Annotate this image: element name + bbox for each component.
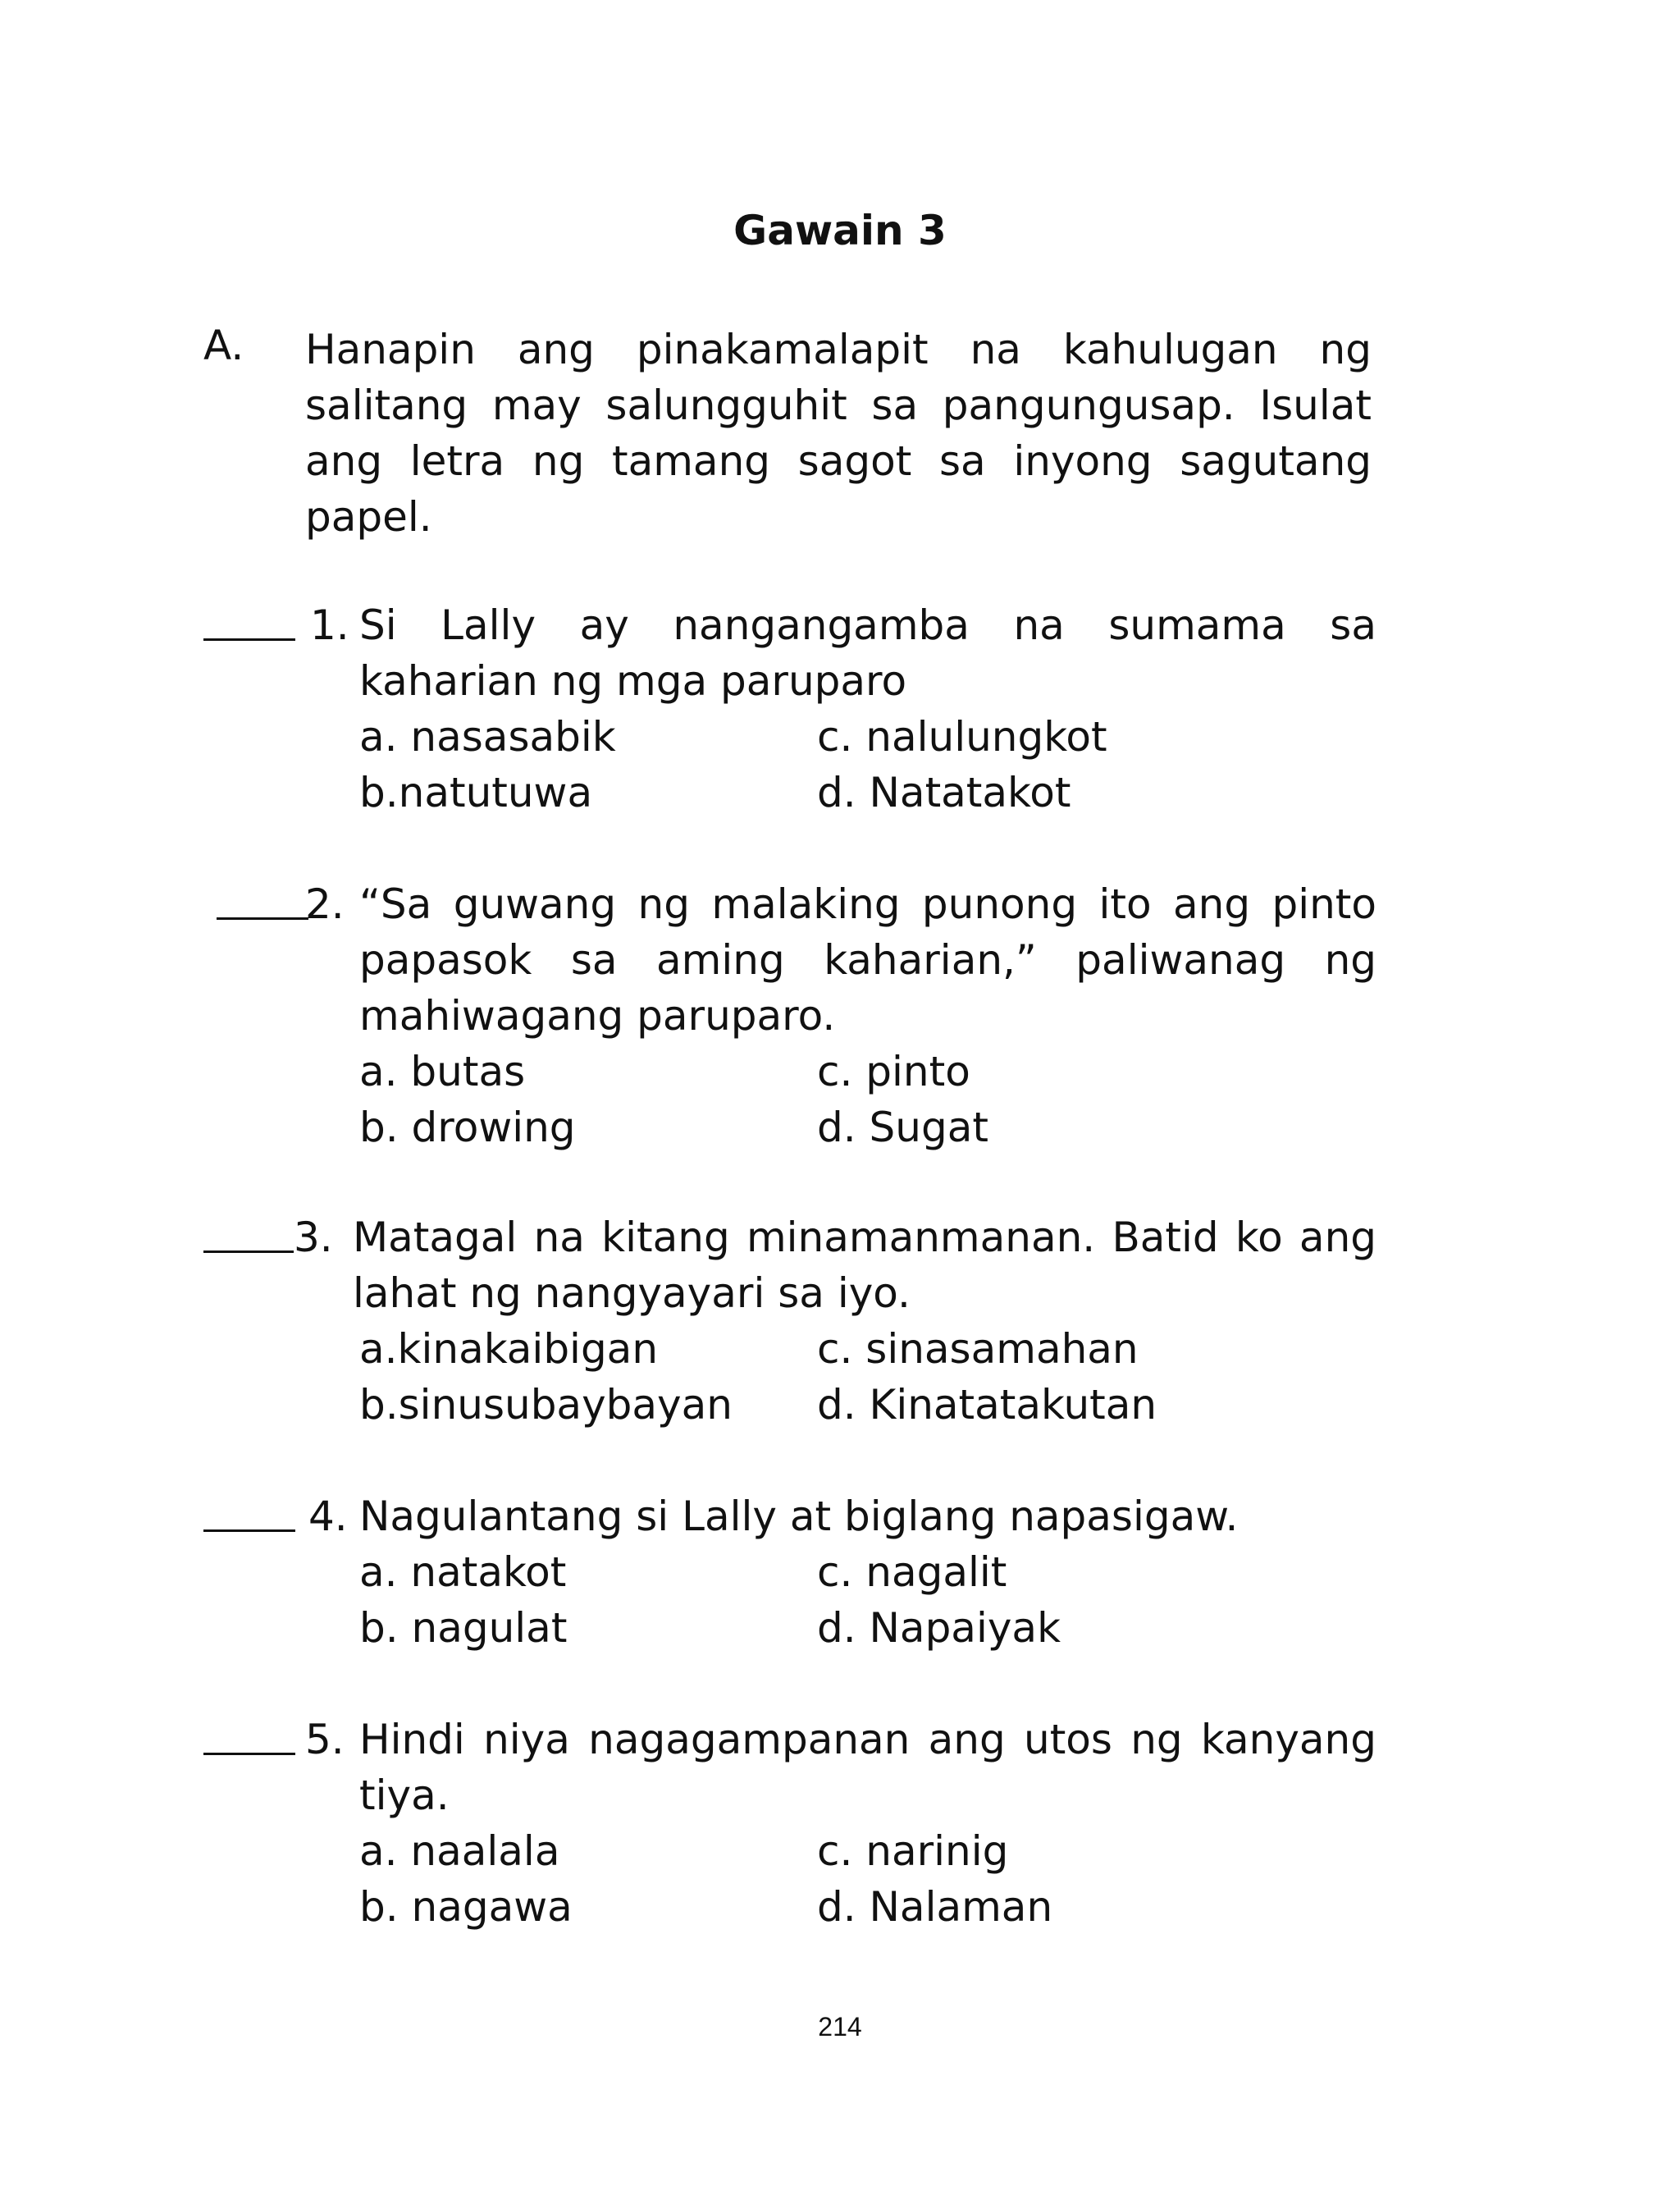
question-number: 2.	[305, 880, 345, 928]
option-a: a. natakot	[359, 1548, 567, 1596]
answer-blank[interactable]	[203, 1209, 294, 1253]
option-a: a. naalala	[359, 1827, 560, 1875]
question-number: 1.	[310, 601, 349, 649]
option-b: b. nagulat	[359, 1604, 568, 1652]
option-d: d. Kinatatakutan	[817, 1381, 1157, 1429]
option-c: c. narinig	[817, 1827, 1009, 1875]
instruction-text: Hanapin ang pinakamalapit na kahulugan ng salitang may salungguhit sa pangungusap. Isulat ang letra ng tamang sagot sa inyong sagutang papel.	[305, 326, 1372, 541]
question-stem: “Sa guwang ng malaking punong ito ang pinto papasok sa aming kaharian,” paliwanag ng mahiwagang paruparo.	[359, 880, 1376, 1040]
answer-blank[interactable]	[203, 597, 295, 641]
option-b: b.sinusubaybayan	[359, 1381, 733, 1429]
options-grid	[359, 1044, 1344, 1155]
question-number: 5.	[305, 1716, 345, 1763]
options-grid	[359, 1544, 1344, 1656]
option-a: a. butas	[359, 1048, 526, 1095]
option-d: d. Natatakot	[817, 769, 1071, 816]
page-title: Gawain 3	[733, 207, 947, 254]
option-b: b. drowing	[359, 1104, 576, 1151]
options-grid	[359, 1321, 1344, 1433]
option-b: b. nagawa	[359, 1883, 573, 1931]
question-stem: Si Lally ay nangangamba na sumama sa kaharian ng mga paruparo	[359, 601, 1376, 705]
answer-blank[interactable]	[203, 1712, 295, 1755]
question-number: 4.	[308, 1493, 348, 1540]
question-stem: Matagal na kitang minamanmanan. Batid ko ang lahat ng nangyayari sa iyo.	[353, 1214, 1376, 1317]
option-b: b.natutuwa	[359, 769, 593, 816]
question-stem: Hindi niya nagagampanan ang utos ng kanyang tiya.	[359, 1716, 1376, 1819]
option-a: a.kinakaibigan	[359, 1325, 659, 1373]
option-c: c. nalulungkot	[817, 713, 1107, 761]
options-grid	[359, 709, 1344, 821]
options-grid	[359, 1823, 1344, 1935]
answer-blank[interactable]	[217, 876, 308, 920]
answer-blank[interactable]	[203, 1488, 295, 1532]
page-number: 214	[818, 2012, 862, 2041]
instruction-letter: A.	[203, 322, 244, 369]
question-number: 3.	[294, 1214, 333, 1261]
option-a: a. nasasabik	[359, 713, 616, 761]
option-c: c. nagalit	[817, 1548, 1007, 1596]
option-d: d. Nalaman	[817, 1883, 1053, 1931]
option-d: d. Napaiyak	[817, 1604, 1061, 1652]
option-c: c. pinto	[817, 1048, 970, 1095]
option-c: c. sinasamahan	[817, 1325, 1139, 1373]
question-stem: Nagulantang si Lally at biglang napasigaw.	[359, 1493, 1239, 1540]
option-d: d. Sugat	[817, 1104, 988, 1151]
